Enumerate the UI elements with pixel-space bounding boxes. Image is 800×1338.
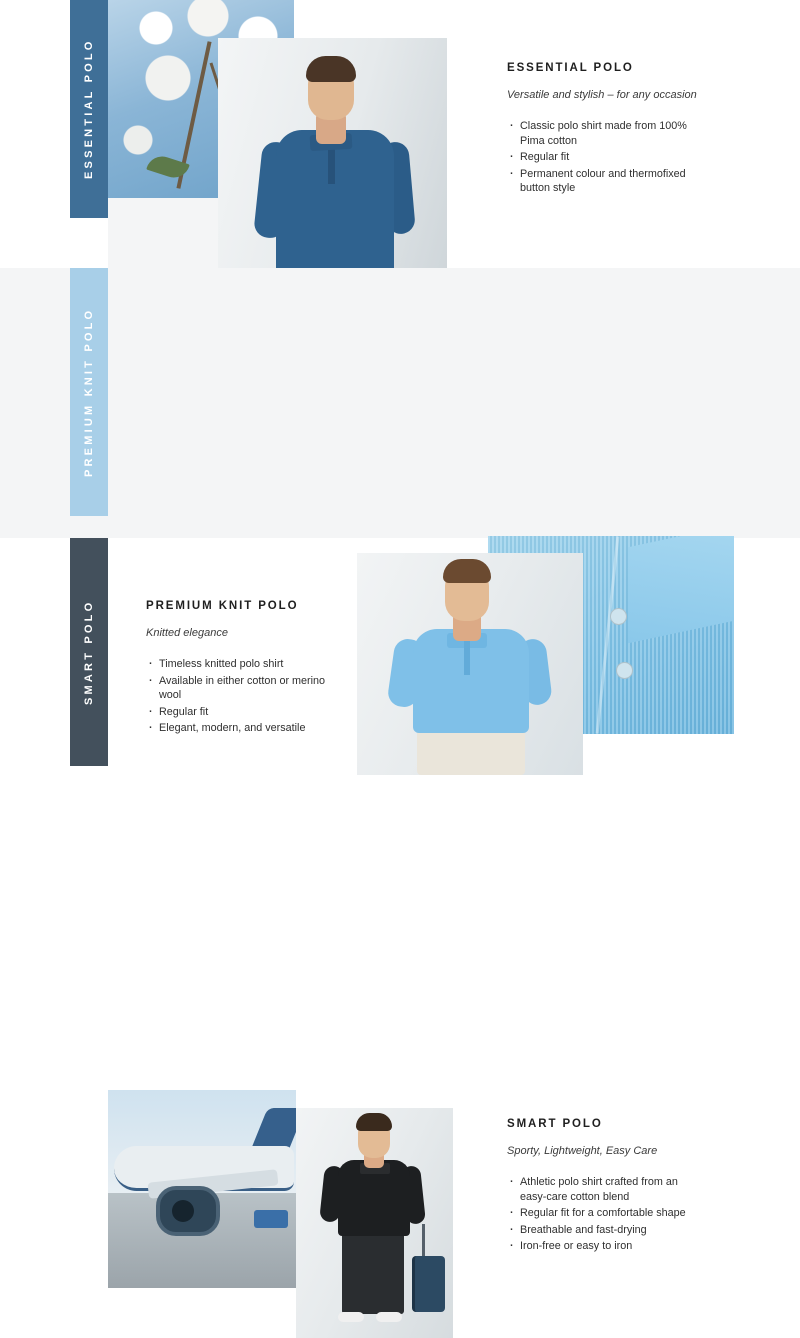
list-item: · Athletic polo shirt crafted from an easy-care cotton blend [507,1175,707,1204]
list-item: · Iron-free or easy to iron [507,1239,707,1254]
smart-polo-feature-list [507,1175,707,1254]
smart-polo-title: SMART POLO [507,1118,603,1130]
section-smart-polo [0,538,800,1253]
list-item: · Permanent colour and thermofixed button style [507,167,707,196]
list-item: · Regular fit [146,705,336,720]
smart-polo-text-block [507,1118,707,1256]
airplane-tarmac-photo [108,1090,296,1288]
sidebar-label-smart-polo: SMART POLO [70,538,108,766]
black-polo-model-photo [296,1108,453,1338]
section3-background-panel [108,750,296,800]
essential-polo-feature-list [507,119,707,196]
list-item: · Regular fit for a comfortable shape [507,1206,707,1221]
list-item: · Breathable and fast-drying [507,1223,707,1238]
list-item: · Classic polo shirt made from 100% Pima cotton [507,119,707,148]
essential-polo-text-block [507,62,707,198]
list-item: · Available in either cotton or merino wool [146,674,336,703]
sidebar-label-premium-knit-polo: PREMIUM KNIT POLO [70,268,108,516]
section-essential-polo [0,0,800,268]
sidebar-label-essential-polo: ESSENTIAL POLO [70,0,108,218]
list-item: · Timeless knitted polo shirt [146,657,336,672]
essential-polo-title: ESSENTIAL POLO [507,62,634,74]
list-item: · Regular fit [507,150,707,165]
premium-knit-polo-title: PREMIUM KNIT POLO [146,600,299,612]
list-item: · Elegant, modern, and versatile [146,721,336,736]
premium-knit-polo-subtitle: Knitted elegance [146,627,228,639]
smart-polo-subtitle: Sporty, Lightweight, Easy Care [507,1145,658,1157]
essential-polo-subtitle: Versatile and stylish – for any occasion [507,89,697,101]
navy-polo-model-photo [218,38,447,268]
